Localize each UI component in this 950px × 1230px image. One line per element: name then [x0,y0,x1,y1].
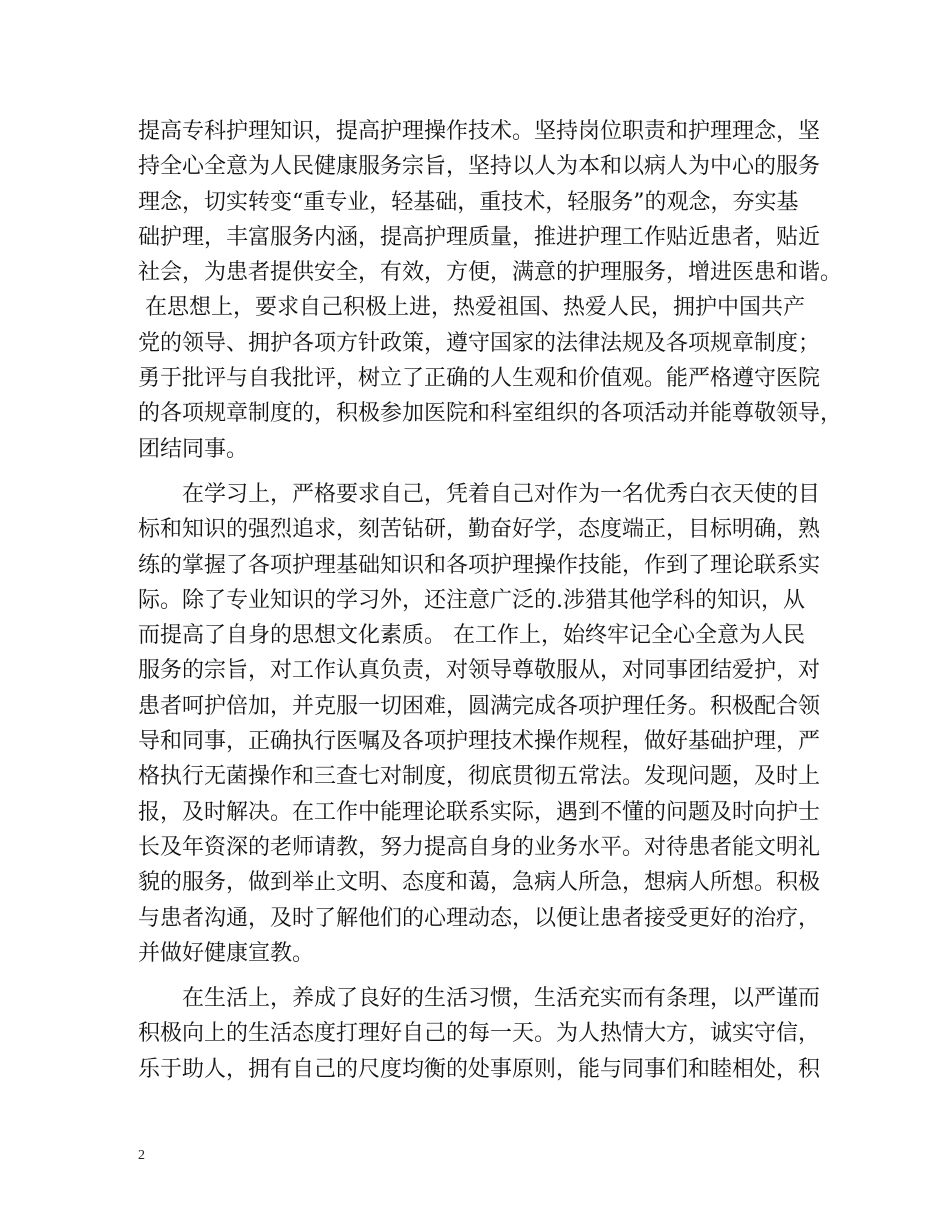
text-line: 格执行无菌操作和三查七对制度，彻底贯彻五常法。发现问题，及时上 [138,764,821,790]
text-line: 在思想上，要求自己积极上进，热爱祖国、热爱人民，拥护中国共产 [138,295,805,321]
text-line: 长及年资深的老师请教，努力提高自身的业务水平。对待患者能文明礼 [138,834,821,860]
paragraph-2 [138,477,828,971]
text-line: 乐于助人，拥有自己的尺度均衡的处事原则，能与同事们和睦相处，积 [138,1056,821,1082]
text-line: 标和知识的强烈追求，刻苦钻研，勤奋好学，态度端正，目标明确，熟 [138,517,821,543]
text-line: 导和同事，正确执行医嘱及各项护理技术操作规程，做好基础护理，严 [138,729,821,755]
text-line: 理念，切实转变“重专业，轻基础，重技术，轻服务”的观念，夯实基 [138,189,799,215]
text-line: 的各项规章制度的，积极参加医院和科室组织的各项活动并能尊敬领导， [138,401,843,427]
text-line: 在生活上，养成了良好的生活习惯，生活充实而有条理，以严谨而 [182,986,821,1012]
paragraph-1 [138,114,843,467]
text-line: 积极向上的生活态度打理好自己的每一天。为人热情大方，诚实守信， [138,1021,821,1047]
document-body [138,114,843,1087]
text-line: 貌的服务，做到举止文明、态度和蔼，急病人所急，想病人所想。积极 [138,870,821,896]
paragraph-3 [138,981,828,1087]
text-line: 勇于批评与自我批评，树立了正确的人生观和价值观。能严格遵守医院 [138,366,821,392]
text-line: 团结同事。 [138,436,249,462]
text-line: 际。除了专业知识的学习外，还注意广泛的.涉猎其他学科的知识，从 [138,587,805,613]
text-line: 与患者沟通，及时了解他们的心理动态，以便让患者接受更好的治疗， [138,905,821,931]
text-line: 而提高了自身的思想文化素质。 在工作上，始终牢记全心全意为人民 [138,623,805,649]
text-line: 报，及时解决。在工作中能理论联系实际，遇到不懂的问题及时向护士 [138,799,821,825]
text-line: 服务的宗旨，对工作认真负责，对领导尊敬服从，对同事团结爱护，对 [138,658,821,684]
text-line: 持全心全意为人民健康服务宗旨，坚持以人为本和以病人为中心的服务 [138,154,821,180]
text-line: 患者呵护倍加，并克服一切困难，圆满完成各项护理任务。积极配合领 [138,693,821,719]
text-line: 并做好健康宣教。 [138,940,315,966]
text-line: 础护理，丰富服务内涵，提高护理质量，推进护理工作贴近患者，贴近 [138,224,821,250]
text-line: 练的掌握了各项护理基础知识和各项护理操作技能，作到了理论联系实 [138,552,821,578]
page-number: 2 [138,1148,145,1163]
text-line: 社会，为患者提供安全，有效，方便，满意的护理服务，增进医患和谐。 [138,260,843,286]
text-line: 在学习上，严格要求自己，凭着自己对作为一名优秀白衣天使的目 [182,481,821,507]
text-line: 党的领导、拥护各项方针政策，遵守国家的法律法规及各项规章制度； [138,330,821,356]
text-line: 提高专科护理知识，提高护理操作技术。坚持岗位职责和护理理念，坚 [138,119,821,144]
